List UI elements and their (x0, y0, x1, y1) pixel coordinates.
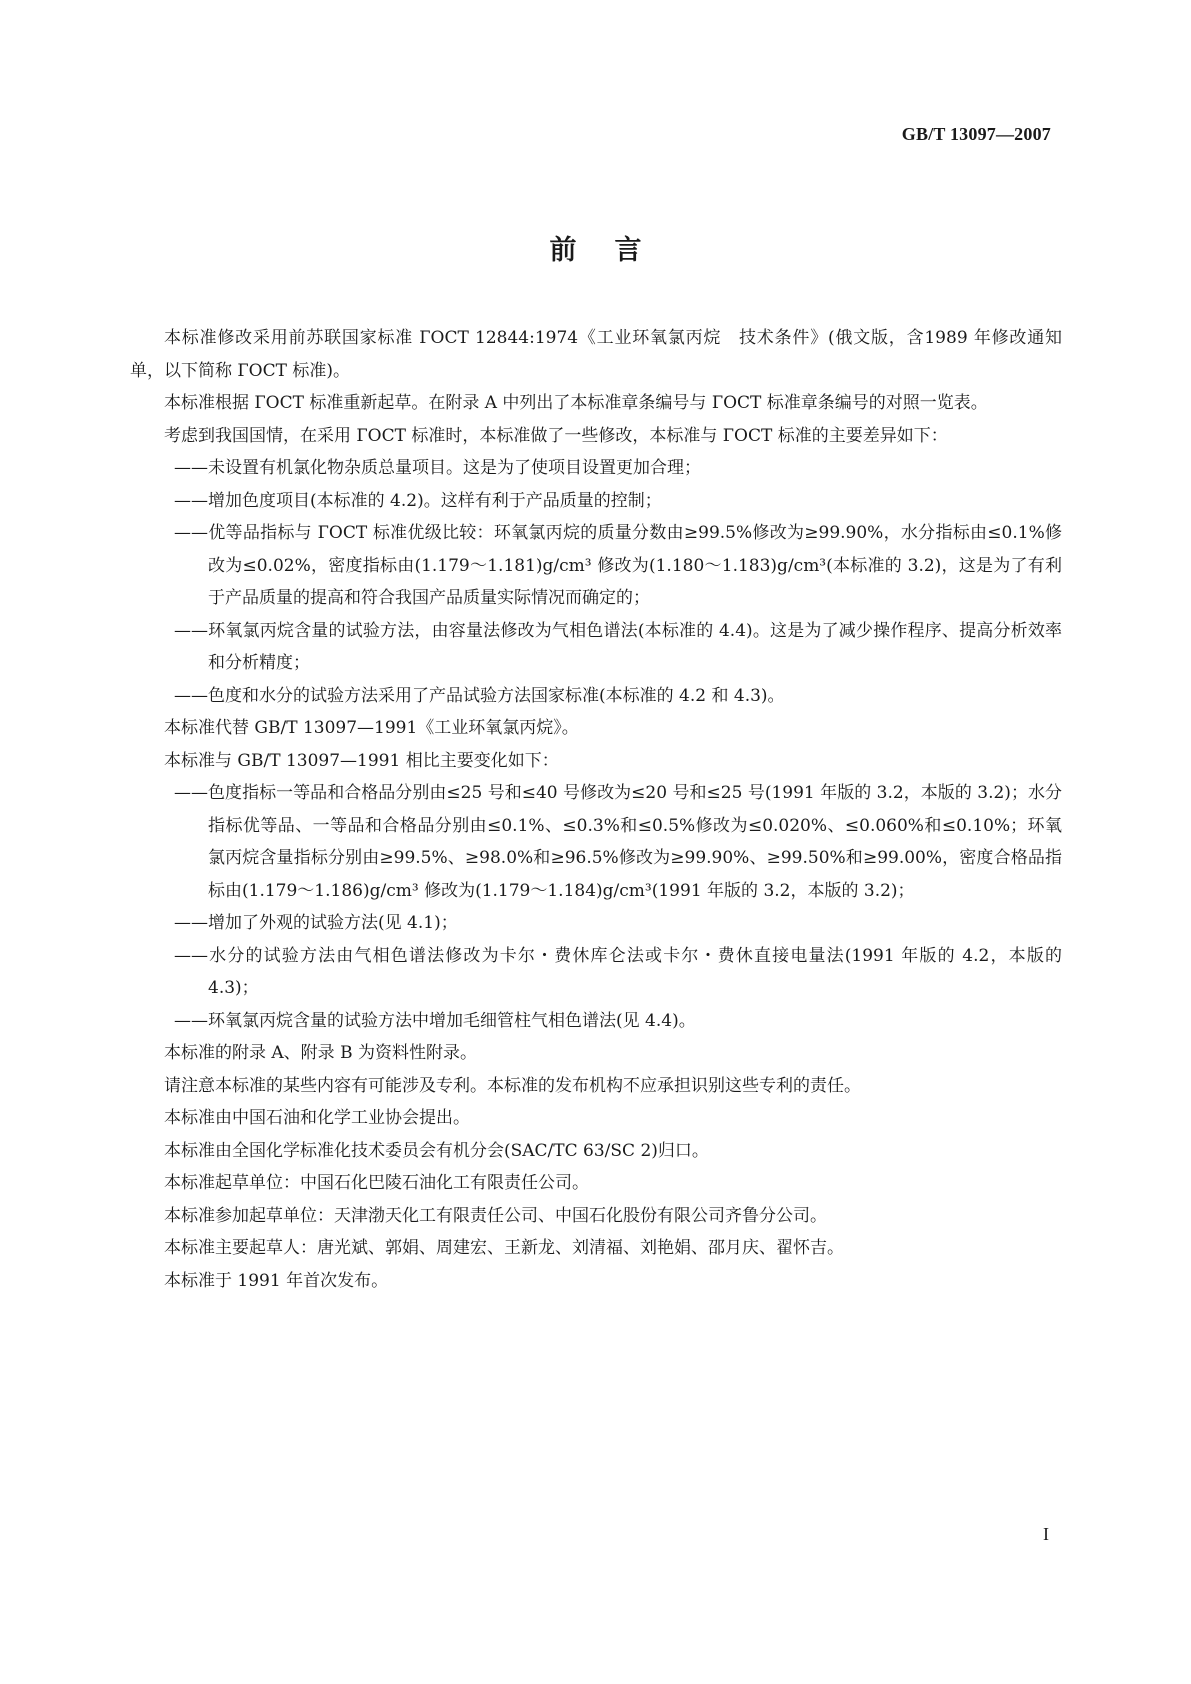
page-number: I (1043, 1524, 1049, 1544)
list-item: ——色度和水分的试验方法采用了产品试验方法国家标准(本标准的 4.2 和 4.3)。 (174, 685, 785, 706)
list-item: ——优等品指标与 ГОСТ 标准优级比较：环氧氯丙烷的质量分数由≥99.5%修改为≥99.90%，水分指标由≤0.1%修改为≤0.02%，密度指标由(1.179～1.181)g/cm³ 修改为(1.180～1.183)g/cm³(本标准的 3.2)，这是为了有利于产品质量的提高和符合我国产品质量实际情况而确定的； (174, 523, 1062, 608)
paragraph: 请注意本标准的某些内容有可能涉及专利。本标准的发布机构不应承担识别这些专利的责任。 (164, 1075, 861, 1096)
paragraph: 考虑到我国国情，在采用 ГОСТ 标准时，本标准做了一些修改，本标准与 ГОСТ 标准的主要差异如下： (164, 425, 948, 446)
paragraph: 本标准参加起草单位：天津渤天化工有限责任公司、中国石化股份有限公司齐鲁分公司。 (164, 1205, 827, 1226)
standard-number: GB/T 13097—2007 (901, 124, 1051, 144)
page-title: 前言 (549, 235, 680, 266)
paragraph: 本标准由全国化学标准化技术委员会有机分会(SAC/TC 63/SC 2)归口。 (164, 1140, 709, 1161)
paragraph: 本标准主要起草人：唐光斌、郭娟、周建宏、王新龙、刘清福、刘艳娟、邵月庆、翟怀吉。 (164, 1238, 844, 1258)
paragraph: 本标准代替 GB/T 13097—1991《工业环氧氯丙烷》。 (164, 718, 579, 738)
list-item: ——水分的试验方法由气相色谱法修改为卡尔・费休库仑法或卡尔・费休直接电量法(1991 年版的 4.2，本版的 4.3)； (174, 945, 1062, 998)
paragraph: 本标准起草单位：中国石化巴陵石油化工有限责任公司。 (164, 1173, 589, 1193)
paragraph: 本标准于 1991 年首次发布。 (164, 1270, 389, 1291)
list-item: ——增加了外观的试验方法(见 4.1)； (174, 913, 458, 933)
paragraph: 本标准由中国石油和化学工业协会提出。 (164, 1108, 470, 1128)
paragraph: 本标准与 GB/T 13097—1991 相比主要变化如下： (164, 750, 559, 771)
list-item: ——环氧氯丙烷含量的试验方法中增加毛细管柱气相色谱法(见 4.4)。 (174, 1010, 696, 1031)
list-item: ——增加色度项目(本标准的 4.2)。这样有利于产品质量的控制； (174, 490, 662, 511)
paragraph: 本标准修改采用前苏联国家标准 ГОСТ 12844:1974《工业环氧氯丙烷 技术条件》(俄文版，含1989 年修改通知单，以下简称 ГОСТ 标准)。 (130, 328, 1062, 381)
paragraph: 本标准的附录 A、附录 B 为资料性附录。 (164, 1043, 477, 1063)
foreword-body (130, 322, 1062, 1297)
list-item: ——环氧氯丙烷含量的试验方法，由容量法修改为气相色谱法(本标准的 4.4)。这是为了减少操作程序、提高分析效率和分析精度； (174, 620, 1062, 673)
list-item: ——色度指标一等品和合格品分别由≤25 号和≤40 号修改为≤20 号和≤25 号(1991 年版的 3.2，本版的 3.2)；水分指标优等品、一等品和合格品分别由≤0.1%、≤0.3%和≤0.5%修改为≤0.020%、≤0.060%和≤0.10%；环氧氯丙烷含量指标分别由≥99.5%、≥98.0%和≥96.5%修改为≥99.90%、≥99.50%和≥99.00%，密度合格品指标由(1.179～1.186)g/cm³ 修改为(1.179～1.184)g/cm³(1991 年版的 3.2，本版的 3.2)； (174, 783, 1062, 901)
list-item: ——未设置有机氯化物杂质总量项目。这是为了使项目设置更加合理； (174, 458, 701, 478)
paragraph: 本标准根据 ГОСТ 标准重新起草。在附录 A 中列出了本标准章条编号与 ГОСТ 标准章条编号的对照一览表。 (164, 393, 988, 413)
